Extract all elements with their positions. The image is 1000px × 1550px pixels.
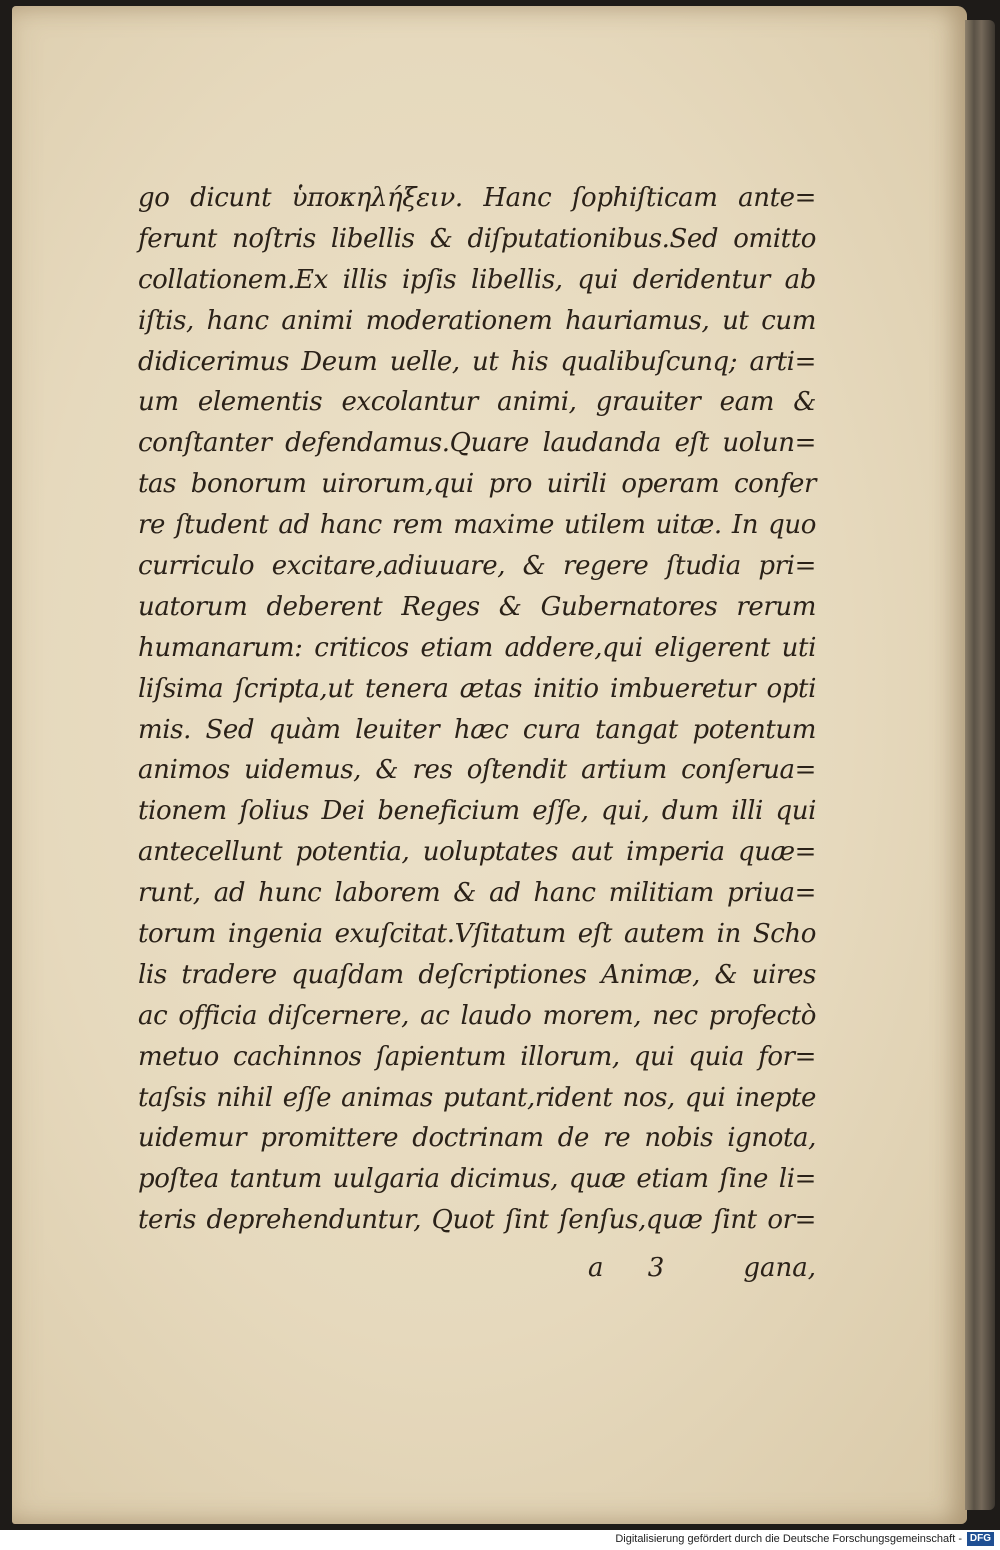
page-foot — [138, 1248, 816, 1288]
text-line: um elementis excolantur animi, grauiter eam & — [138, 387, 816, 418]
dfg-logo: DFG — [967, 1532, 994, 1546]
text-line: taſsis nihil eſſe animas putant,rident nos, qui inepte — [138, 1082, 816, 1113]
funding-credit: Digitalisierung gefördert durch die Deutsche Forschungsgemeinschaft - — [615, 1533, 962, 1545]
text-line: animos uidemus, & res oſtendit artium conſerua= — [138, 755, 816, 786]
book-page-edges — [965, 20, 995, 1510]
text-line: ac officia diſcernere, ac laudo morem, nec profectò — [138, 1000, 816, 1031]
text-line: tionem ſolius Dei beneficium eſſe, qui, dum illi qui — [138, 796, 816, 827]
text-line: collationem.Ex illis ipſis libellis, qui deridentur ab — [138, 264, 816, 295]
text-line: uidemur promittere doctrinam de re nobis ignota, — [138, 1123, 816, 1154]
signature-mark: a 3 — [588, 1253, 683, 1283]
text-line: mis. Sed quàm leuiter hæc cura tangat potentum — [138, 714, 816, 745]
text-line: poſtea tantum uulgaria dicimus, quæ etiam ſine li= — [138, 1164, 816, 1195]
text-line: iſtis, hanc animi moderationem hauriamus, ut cum — [138, 305, 816, 336]
text-line: humanarum: criticos etiam addere,qui eligerent uti — [138, 632, 816, 663]
text-line: go dicunt ὑποκηλήξειν. Hanc ſophiſticam ante= — [138, 183, 816, 213]
text-line: re ſtudent ad hanc rem maxime utilem uitæ. In quo — [138, 510, 816, 541]
text-line: ferunt noſtris libellis & diſputationibus.Sed omitto — [138, 223, 816, 254]
footer-bar — [0, 1530, 1000, 1550]
text-line: conſtanter defendamus.Quare laudanda eſt uolun= — [138, 428, 816, 459]
text-line: antecellunt potentia, uoluptates aut imperia quæ= — [138, 837, 816, 868]
text-line: torum ingenia exuſcitat.Vſitatum eſt autem in Scho — [138, 919, 816, 950]
text-line: runt, ad hunc laborem & ad hanc militiam priua= — [138, 878, 816, 909]
text-line: uatorum deberent Reges & Gubernatores rerum — [138, 591, 816, 622]
text-line: liſsima ſcripta,ut tenera ætas initio imbueretur opti — [138, 673, 816, 704]
text-line: teris deprehenduntur, Quot ſint ſenſus,quæ ſint or= — [138, 1205, 816, 1236]
text-line: tas bonorum uirorum,qui pro uirili operam confer — [138, 469, 816, 500]
text-line: curriculo excitare,adiuuare, & regere ſtudia pri= — [138, 551, 816, 582]
body-text — [138, 178, 816, 1241]
text-line: lis tradere quaſdam deſcriptiones Animæ, & uires — [138, 959, 816, 990]
text-line: metuo cachinnos ſapientum illorum, qui quia for= — [138, 1041, 816, 1072]
catchword: gana, — [743, 1253, 816, 1283]
text-line: didicerimus Deum uelle, ut his qualibuſcunq; arti= — [138, 346, 816, 377]
